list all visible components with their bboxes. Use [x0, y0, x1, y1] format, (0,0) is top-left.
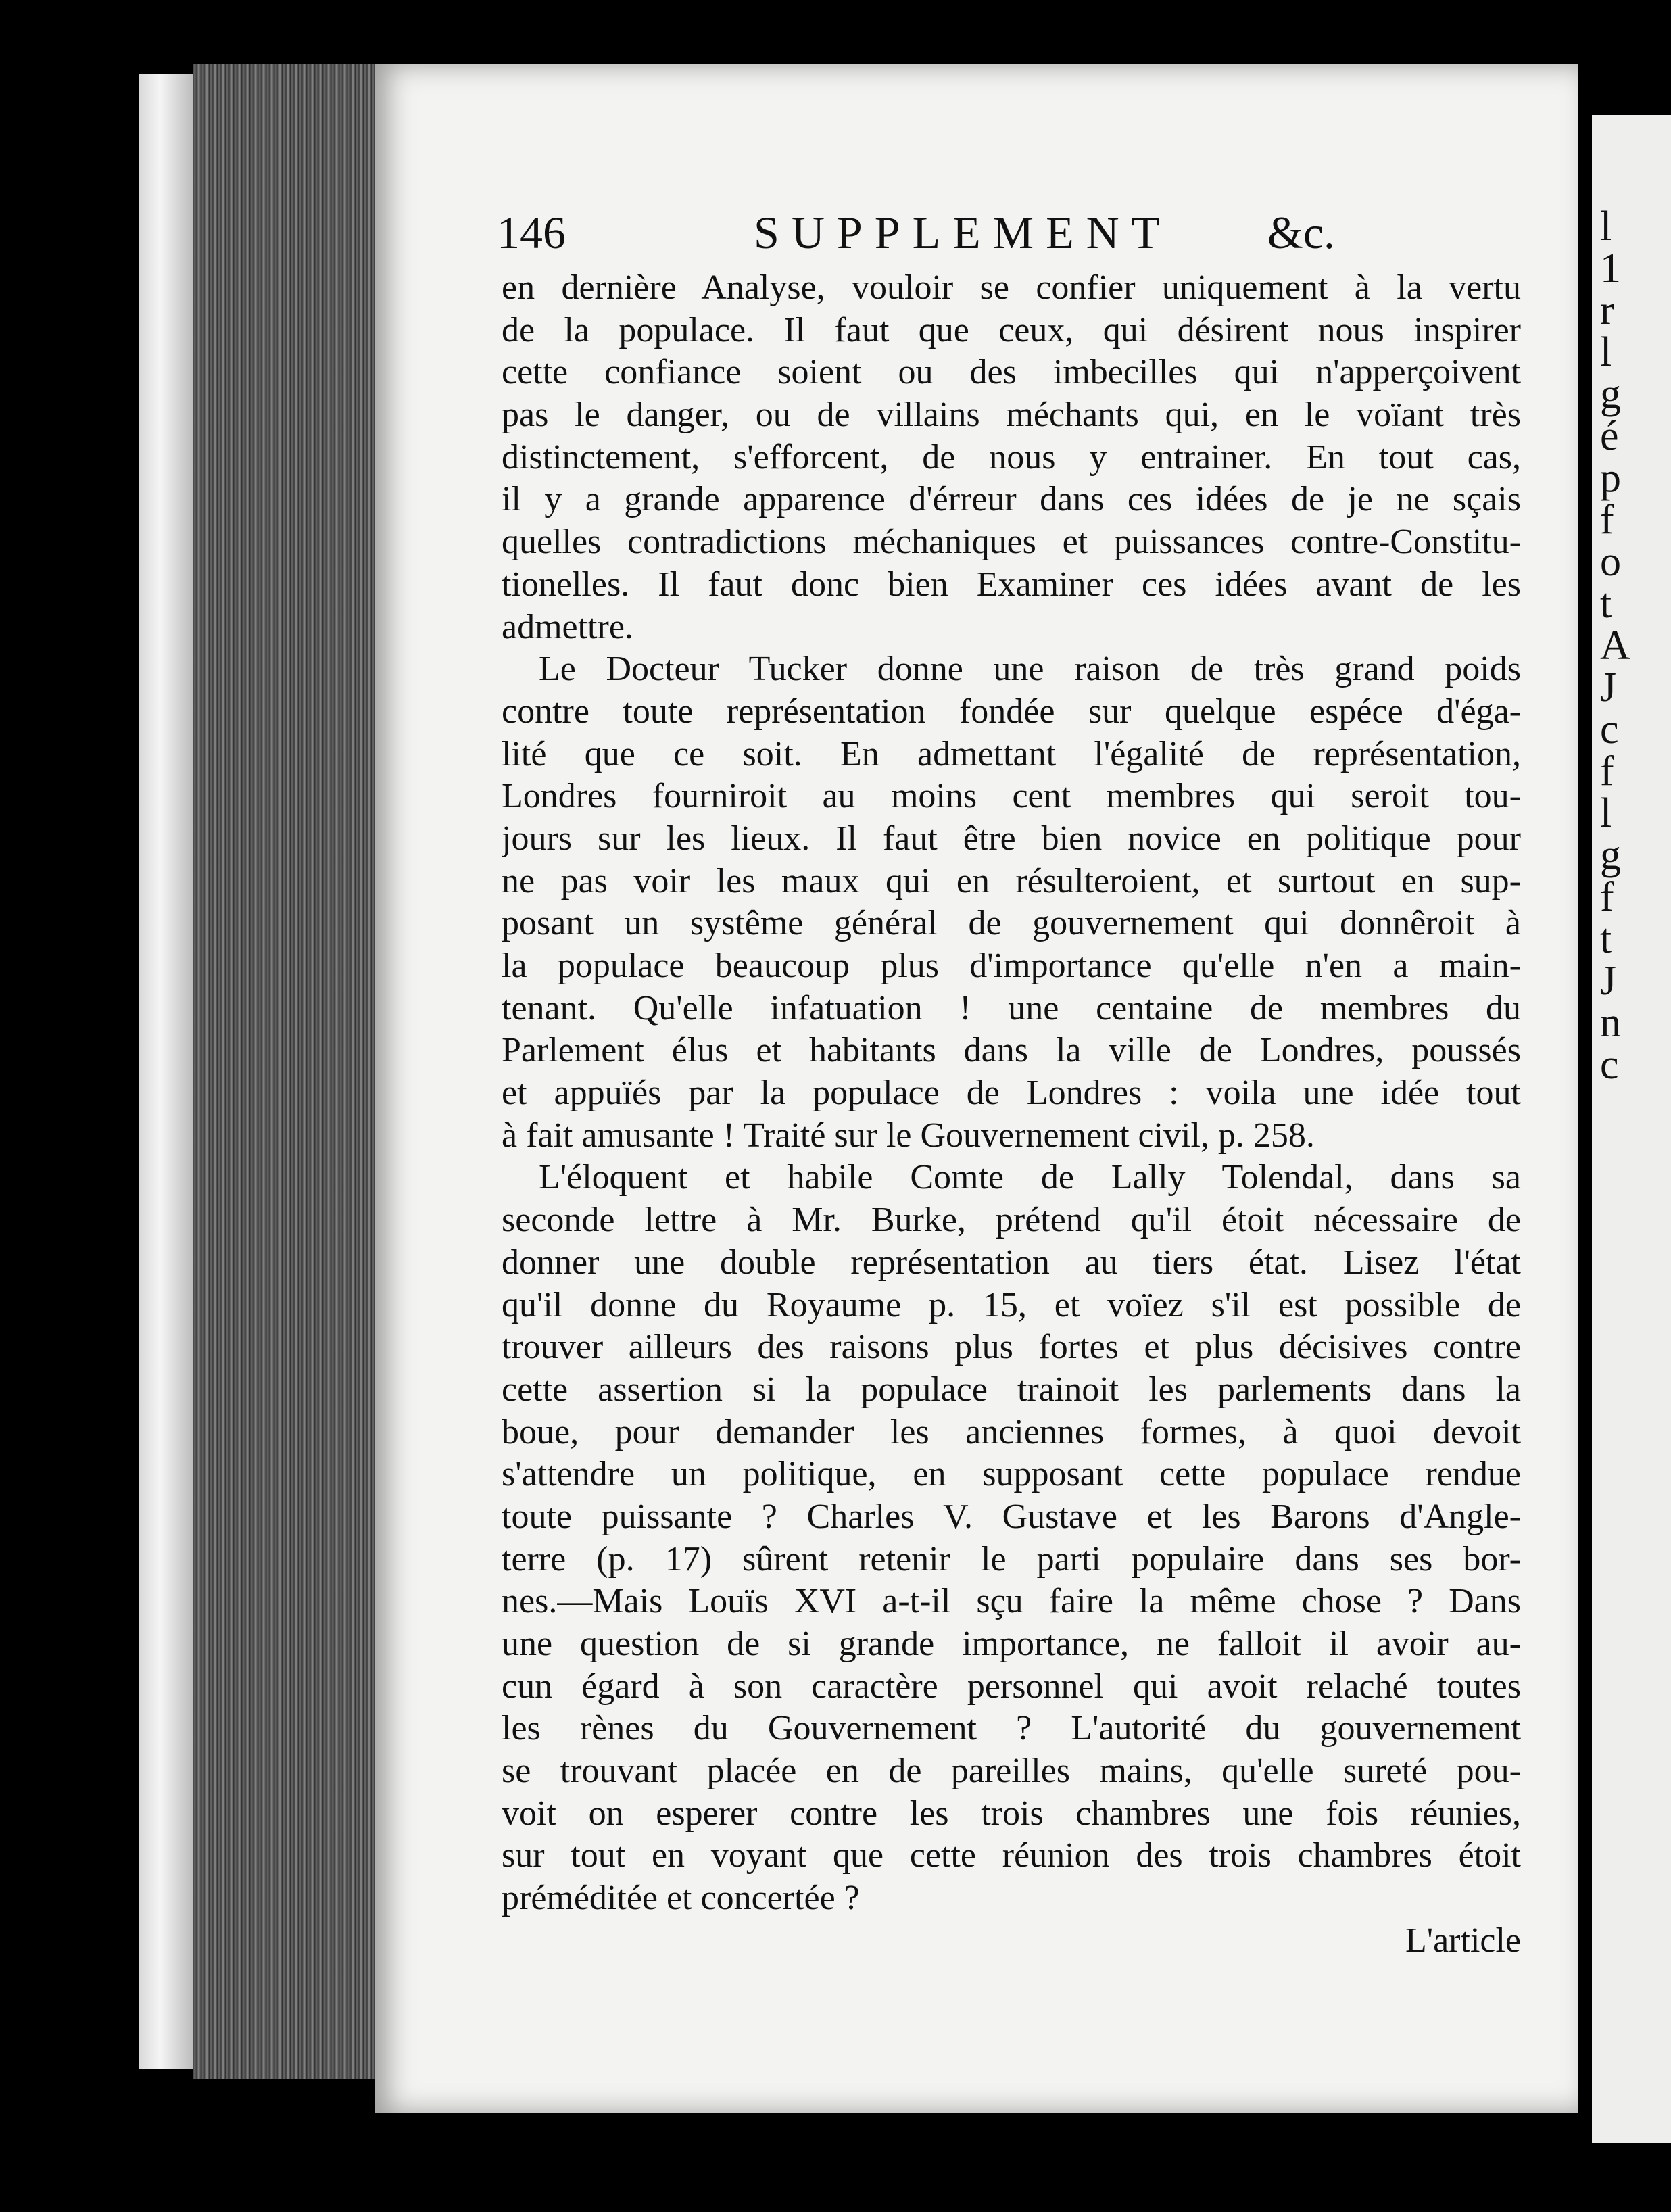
text-line: tenant. Qu'elle infatuation ! une centaine de membres du	[502, 988, 1521, 1028]
text-line: s'attendre un politique, en supposant cette populace rendue	[502, 1455, 1521, 1494]
text-line: et appuïés par la populace de Londres : voila une idée tout	[502, 1074, 1521, 1113]
page-gutter	[1578, 115, 1592, 2143]
facing-page-fragment: c	[1600, 706, 1619, 752]
text-line: jours sur les lieux. Il faut être bien novice en politique pour	[502, 819, 1521, 858]
facing-page-fragment: f	[1600, 874, 1614, 920]
running-header	[497, 206, 1335, 267]
text-line: il y a grande apparence d'érreur dans ces idées de je ne sçais	[502, 480, 1521, 519]
text-line: sur tout en voyant que cette réunion des trois chambres étoit	[502, 1836, 1521, 1875]
facing-page-fragment: n	[1600, 1000, 1621, 1046]
text-line: contre toute représentation fondée sur quelque espéce d'éga-	[502, 692, 1521, 731]
facing-page-fragment: 1	[1600, 245, 1621, 291]
text-line: qu'il donne du Royaume p. 15, et voïez s'il est possible de	[502, 1285, 1521, 1324]
facing-page-edge	[1592, 115, 1671, 2143]
text-line: une question de si grande importance, ne falloit il avoir au-	[502, 1625, 1521, 1663]
facing-page-fragment: l	[1600, 329, 1612, 375]
text-line: cun égard à son caractère personnel qui avoit relaché toutes	[502, 1666, 1521, 1706]
facing-page-fragment: f	[1600, 497, 1614, 543]
text-line: Parlement élus et habitants dans la ville de Londres, poussés	[502, 1031, 1521, 1070]
text-line: trouver ailleurs des raisons plus fortes et plus décisives contre	[502, 1328, 1521, 1367]
facing-page-fragment: g	[1600, 371, 1621, 417]
text-line: posant un systême général de gouvernement qui donnêroit à	[502, 904, 1521, 943]
running-title-suffix: &c.	[1267, 207, 1335, 258]
facing-page-fragment: r	[1600, 287, 1614, 333]
text-line: à fait amusante ! Traité sur le Gouvernement civil, p. 258.	[502, 1115, 1315, 1155]
text-line: cette assertion si la populace trainoit les parlements dans la	[502, 1370, 1521, 1409]
facing-page-fragment: J	[1600, 665, 1617, 711]
text-line: nes.—Mais Louïs XVI a-t-il sçu faire la même chose ? Dans	[502, 1582, 1521, 1621]
facing-page-fragment: f	[1600, 748, 1614, 794]
text-line: préméditée et concertée ?	[502, 1879, 860, 1918]
text-line: quelles contradictions méchaniques et puissances contre-Constitu-	[502, 523, 1521, 562]
facing-page-fragment: t	[1600, 916, 1612, 962]
text-line: admettre.	[502, 607, 633, 646]
text-line: les rènes du Gouvernement ? L'autorité du gouvernement	[502, 1709, 1521, 1748]
facing-page-fragment: l	[1600, 790, 1612, 836]
book-page-block	[193, 64, 375, 2079]
running-title: SUPPLEMENT	[754, 207, 1172, 258]
facing-page-fragment: é	[1600, 413, 1619, 459]
facing-page-fragment: p	[1600, 455, 1621, 501]
body-text	[502, 267, 1521, 1963]
facing-page-fragment: g	[1600, 832, 1621, 878]
facing-page-fragment: t	[1600, 581, 1612, 627]
text-line: distinctement, s'efforcent, de nous y entrainer. En tout cas,	[502, 437, 1521, 477]
text-line: voit on esperer contre les trois chambres une fois réunies,	[502, 1794, 1521, 1833]
page-number: 146	[497, 207, 566, 258]
text-line: L'éloquent et habile Comte de Lally Tolendal, dans sa	[539, 1158, 1521, 1197]
facing-page-fragment: l	[1600, 203, 1612, 249]
text-line: en dernière Analyse, vouloir se confier uniquement à la vertu	[502, 268, 1521, 307]
text-line: L'article	[1405, 1921, 1521, 1960]
text-line: tionelles. Il faut donc bien Examiner ces idées avant de les	[502, 564, 1521, 604]
facing-page-fragment: A	[1600, 623, 1630, 669]
text-line: se trouvant placée en de pareilles mains, qu'elle sureté pou-	[502, 1752, 1521, 1791]
text-line: donner une double représentation au tiers état. Lisez l'état	[502, 1243, 1521, 1282]
text-line: pas le danger, ou de villains méchants qui, en le voïant très	[502, 395, 1521, 435]
text-line: Londres fourniroit au moins cent membres qui seroit tou-	[502, 777, 1521, 816]
text-line: toute puissante ? Charles V. Gustave et les Barons d'Angle-	[502, 1497, 1521, 1536]
text-line: seconde lettre à Mr. Burke, prétend qu'il étoit nécessaire de	[502, 1201, 1521, 1240]
text-line: de la populace. Il faut que ceux, qui désirent nous inspirer	[502, 310, 1521, 350]
text-line: Le Docteur Tucker donne une raison de très grand poids	[539, 650, 1521, 689]
text-line: la populace beaucoup plus d'importance qu'elle n'en a main-	[502, 946, 1521, 985]
facing-page-fragment: J	[1600, 958, 1617, 1004]
text-line: lité que ce soit. En admettant l'égalité de représentation,	[502, 734, 1521, 773]
book-fore-edge	[139, 74, 193, 2069]
facing-page-fragment: o	[1600, 539, 1621, 585]
text-line: terre (p. 17) sûrent retenir le parti populaire dans ses bor-	[502, 1539, 1521, 1579]
text-line: boue, pour demander les anciennes formes, à quoi devoit	[502, 1412, 1521, 1451]
facing-page-fragment: c	[1600, 1042, 1619, 1088]
text-line: cette confiance soient ou des imbecilles qui n'apperçoivent	[502, 353, 1521, 392]
text-line: ne pas voir les maux qui en résulteroient, et surtout en sup-	[502, 861, 1521, 900]
